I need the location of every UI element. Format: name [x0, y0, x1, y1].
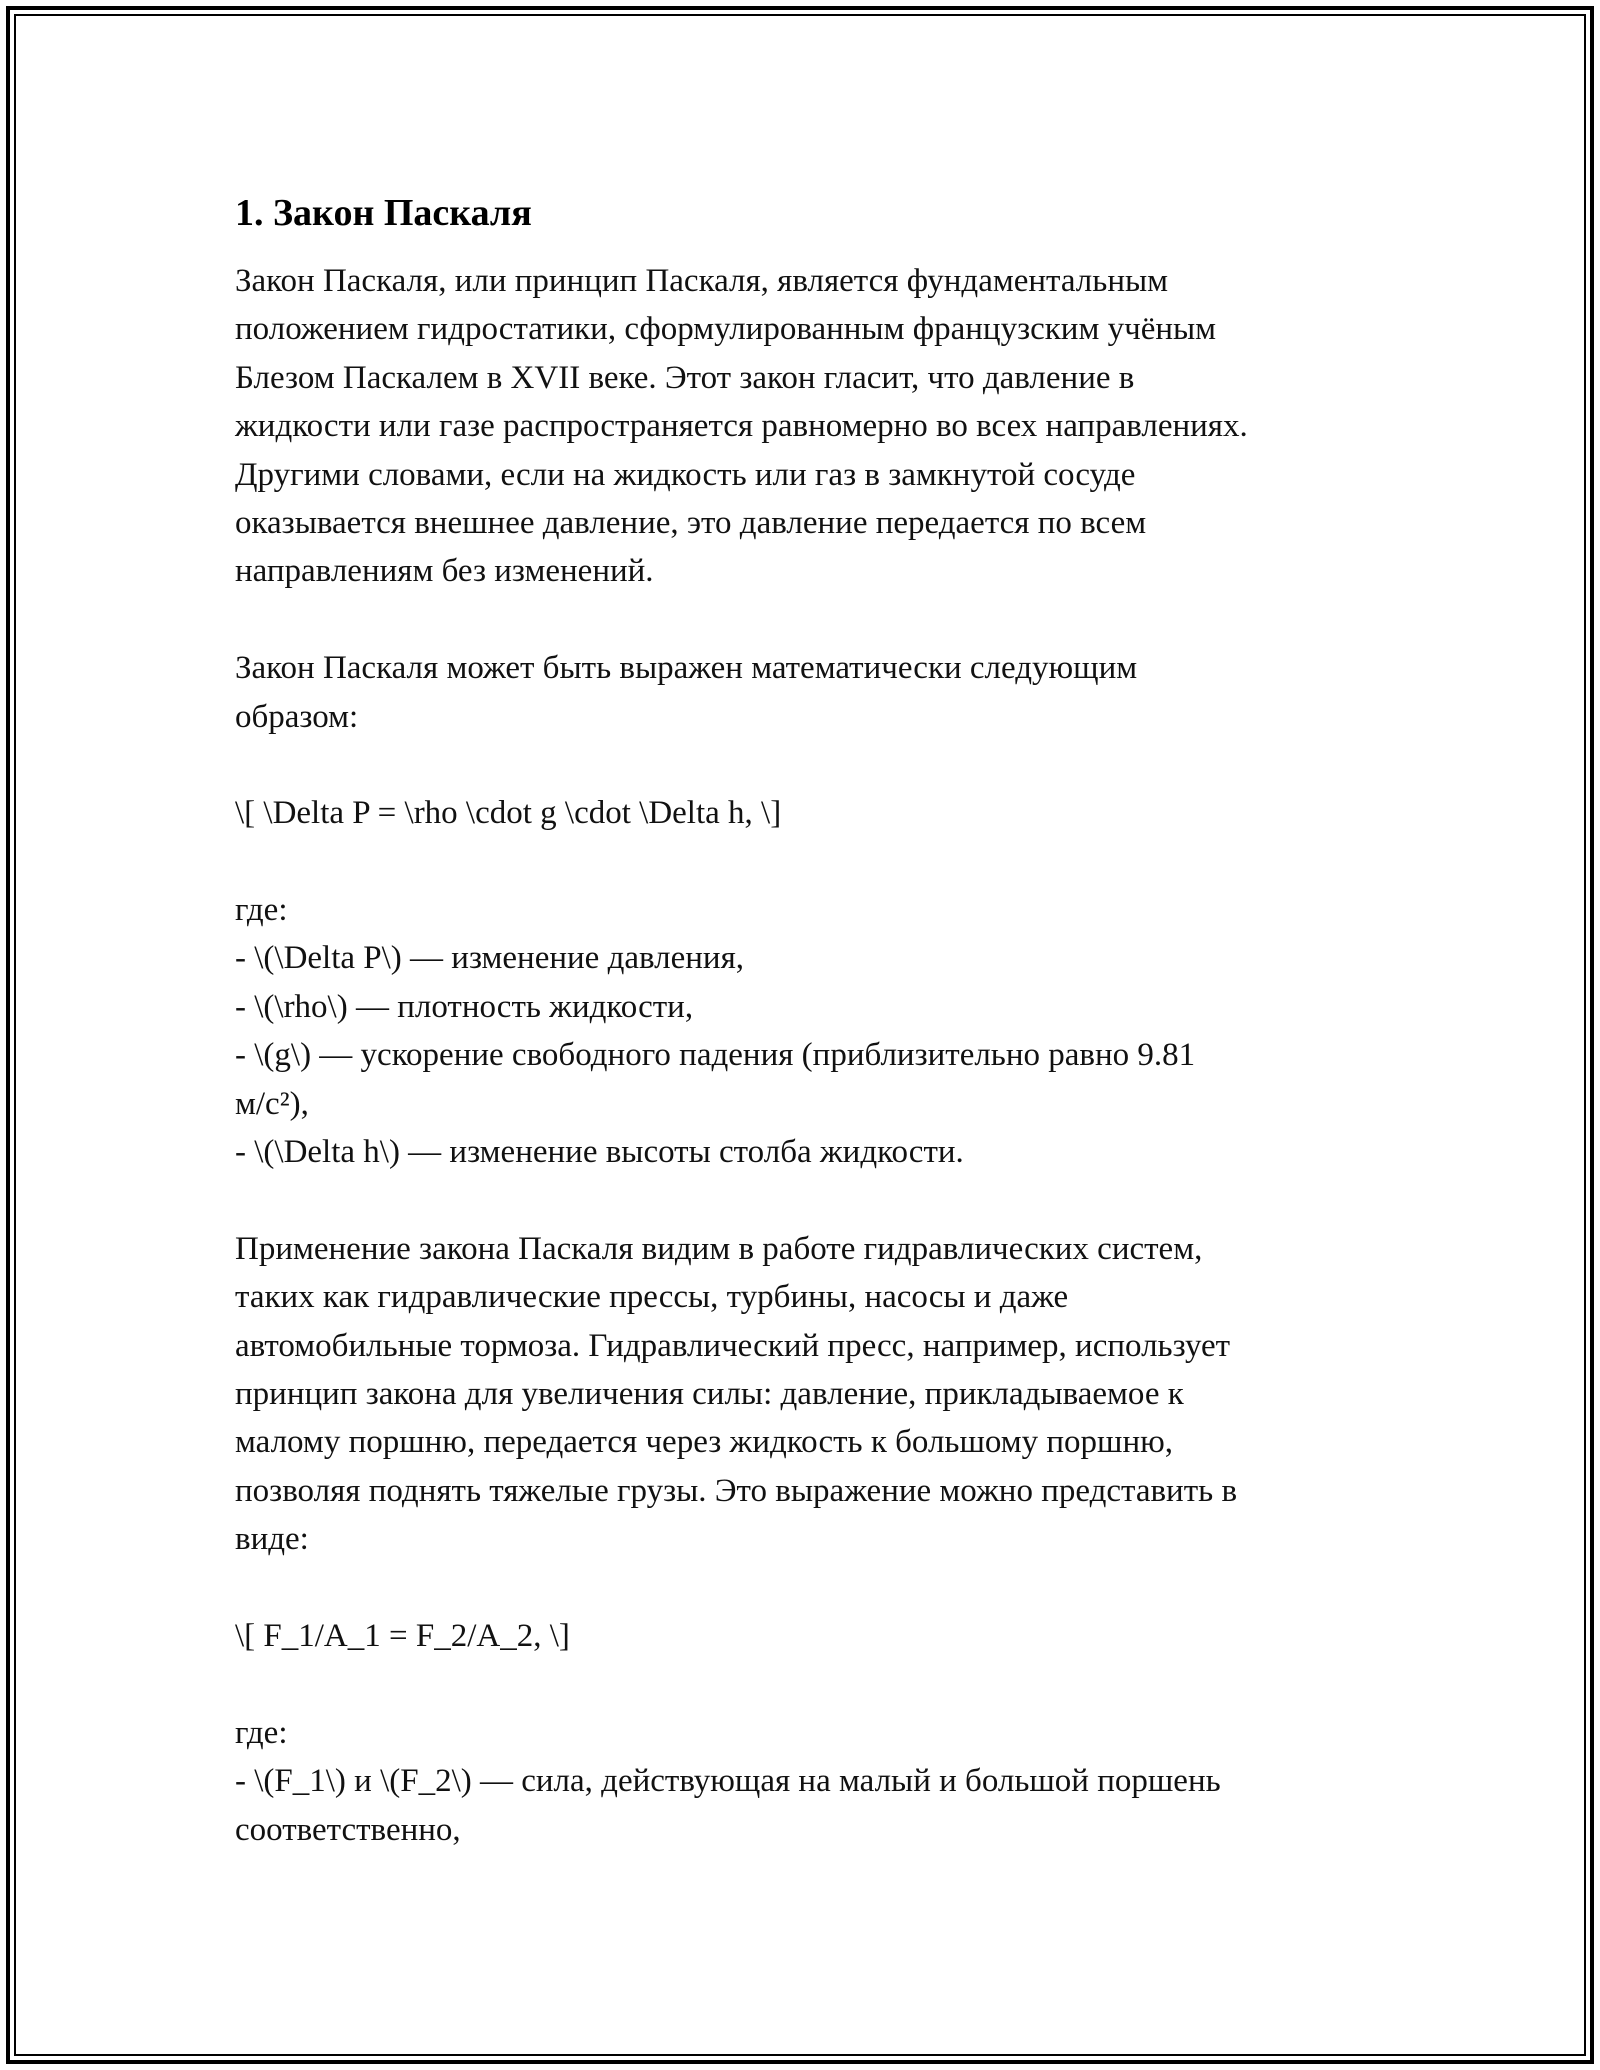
text-line: Применение закона Паскаля видим в работе гидравлических систем, — [235, 1230, 1203, 1267]
text-line: - \(\Delta h\) — изменение высоты столба жидкости. — [235, 1134, 964, 1171]
text-line: соответственно, — [235, 1811, 461, 1848]
text-line: \[ \Delta P = \rho \cdot g \cdot \Delta h, \] — [235, 795, 782, 832]
text-line: Закон Паскаля, или принцип Паскаля, является фундаментальным — [235, 263, 1169, 299]
blank-line — [235, 1660, 1385, 1708]
text-line: \[ F_1/A_1 = F_2/A_2, \] — [235, 1617, 570, 1654]
text-line: где: — [235, 892, 288, 929]
text-line: Блезом Паскалем в XVII веке. Этот закон гласит, что давление в — [235, 359, 1135, 396]
text-line: образом: — [235, 698, 359, 735]
text-line: жидкости или газе распространяется равномерно во всех направлениях. — [235, 408, 1248, 445]
blank-line — [235, 1176, 1385, 1224]
text-line: Закон Паскаля может быть выражен математически следующим — [235, 650, 1138, 687]
blank-line — [235, 1564, 1385, 1612]
text-line: положением гидростатики, сформулированным французским учёным — [235, 311, 1217, 348]
text-line: - \(\Delta P\) — изменение давления, — [235, 940, 745, 977]
text-line: позволяя поднять тяжелые грузы. Это выражение можно представить в — [235, 1472, 1238, 1509]
text-line: где: — [235, 1714, 288, 1751]
blank-line — [235, 741, 1385, 789]
text-line: таких как гидравлические прессы, турбины, насосы и даже — [235, 1279, 1069, 1316]
blank-line — [235, 838, 1385, 886]
document-body — [235, 183, 1385, 1854]
text-line: принцип закона для увеличения силы: давление, прикладываемое к — [235, 1375, 1184, 1412]
text-line: - \(g\) — ускорение свободного падения (приблизительно равно 9.81 — [235, 1037, 1196, 1074]
text-line: - \(F_1\) и \(F_2\) — сила, действующая на малый и большой поршень — [235, 1763, 1221, 1800]
text-line: направлениям без изменений. — [235, 553, 654, 590]
text-line: оказывается внешнее давление, это давление передается по всем — [235, 504, 1147, 541]
text-line: м/с²), — [235, 1085, 309, 1122]
text-line: автомобильные тормоза. Гидравлический пресс, например, использует — [235, 1327, 1231, 1364]
text-line: виде: — [235, 1521, 309, 1558]
blank-line — [235, 596, 1385, 644]
text-line: - \(\rho\) — плотность жидкости, — [235, 988, 694, 1025]
section-heading: 1. Закон Паскаля — [235, 192, 532, 234]
text-line: малому поршню, передается через жидкость к большому поршню, — [235, 1424, 1174, 1461]
paragraph-text — [235, 257, 1385, 1854]
text-line: Другими словами, если на жидкость или газ в замкнутой сосуде — [235, 456, 1136, 493]
